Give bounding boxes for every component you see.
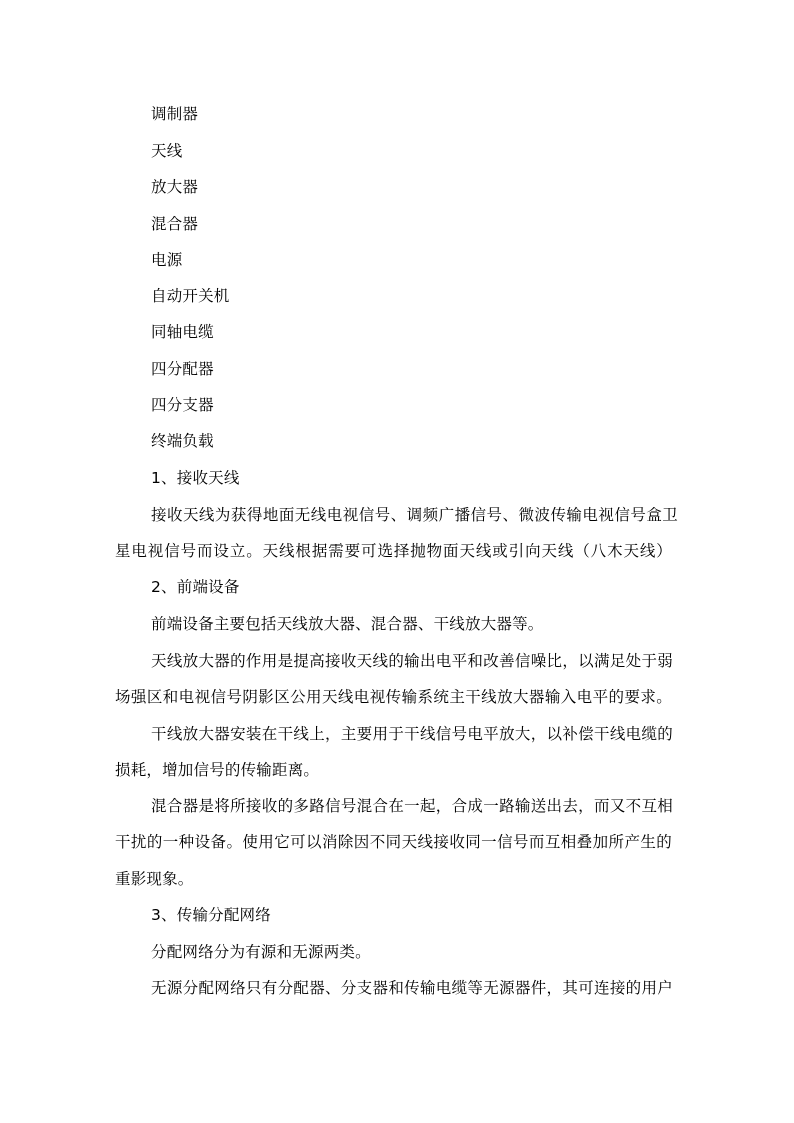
paragraph-line: 混合器是将所接收的多路信号混合在一起，合成一路输送出去，而又不互相 [151, 797, 673, 815]
paragraph-line: 天线放大器的作用是提高接收天线的输出电平和改善信噪比，以满足处于弱 [151, 652, 673, 670]
list-item: 调制器 [151, 105, 199, 123]
paragraph-line: 前端设备主要包括天线放大器、混合器、干线放大器等。 [151, 615, 544, 633]
paragraph-line: 星电视信号而设立。天线根据需要可选择抛物面天线或引向天线（八木天线） [115, 542, 672, 560]
list-item: 放大器 [151, 178, 199, 196]
section-heading: 2、前端设备 [151, 578, 240, 596]
section-heading: 1、接收天线 [151, 469, 240, 487]
paragraph-line: 接收天线为获得地面无线电视信号、调频广播信号、微波传输电视信号盒卫 [151, 506, 678, 524]
paragraph-line: 干线放大器安装在干线上，主要用于干线信号电平放大，以补偿干线电缆的 [151, 725, 673, 743]
paragraph-line: 损耗，增加信号的传输距离。 [115, 761, 320, 779]
section-heading: 3、传输分配网络 [151, 906, 271, 924]
paragraph-line: 无源分配网络只有分配器、分支器和传输电缆等无源器件，其可连接的用户 [151, 979, 673, 997]
paragraph-line: 分配网络分为有源和无源两类。 [151, 943, 371, 961]
list-item: 同轴电缆 [151, 323, 214, 341]
paragraph-line: 重影现象。 [115, 870, 194, 888]
list-item: 四分支器 [151, 396, 214, 414]
list-item: 四分配器 [151, 360, 214, 378]
list-item: 混合器 [151, 215, 199, 233]
paragraph-line: 场强区和电视信号阴影区公用天线电视传输系统主干线放大器输入电平的要求。 [115, 688, 672, 706]
list-item: 天线 [151, 142, 183, 160]
list-item: 自动开关机 [151, 287, 230, 305]
list-item: 终端负载 [151, 432, 214, 450]
paragraph-line: 干扰的一种设备。使用它可以消除因不同天线接收同一信号而互相叠加所产生的 [115, 833, 672, 851]
list-item: 电源 [151, 251, 183, 269]
